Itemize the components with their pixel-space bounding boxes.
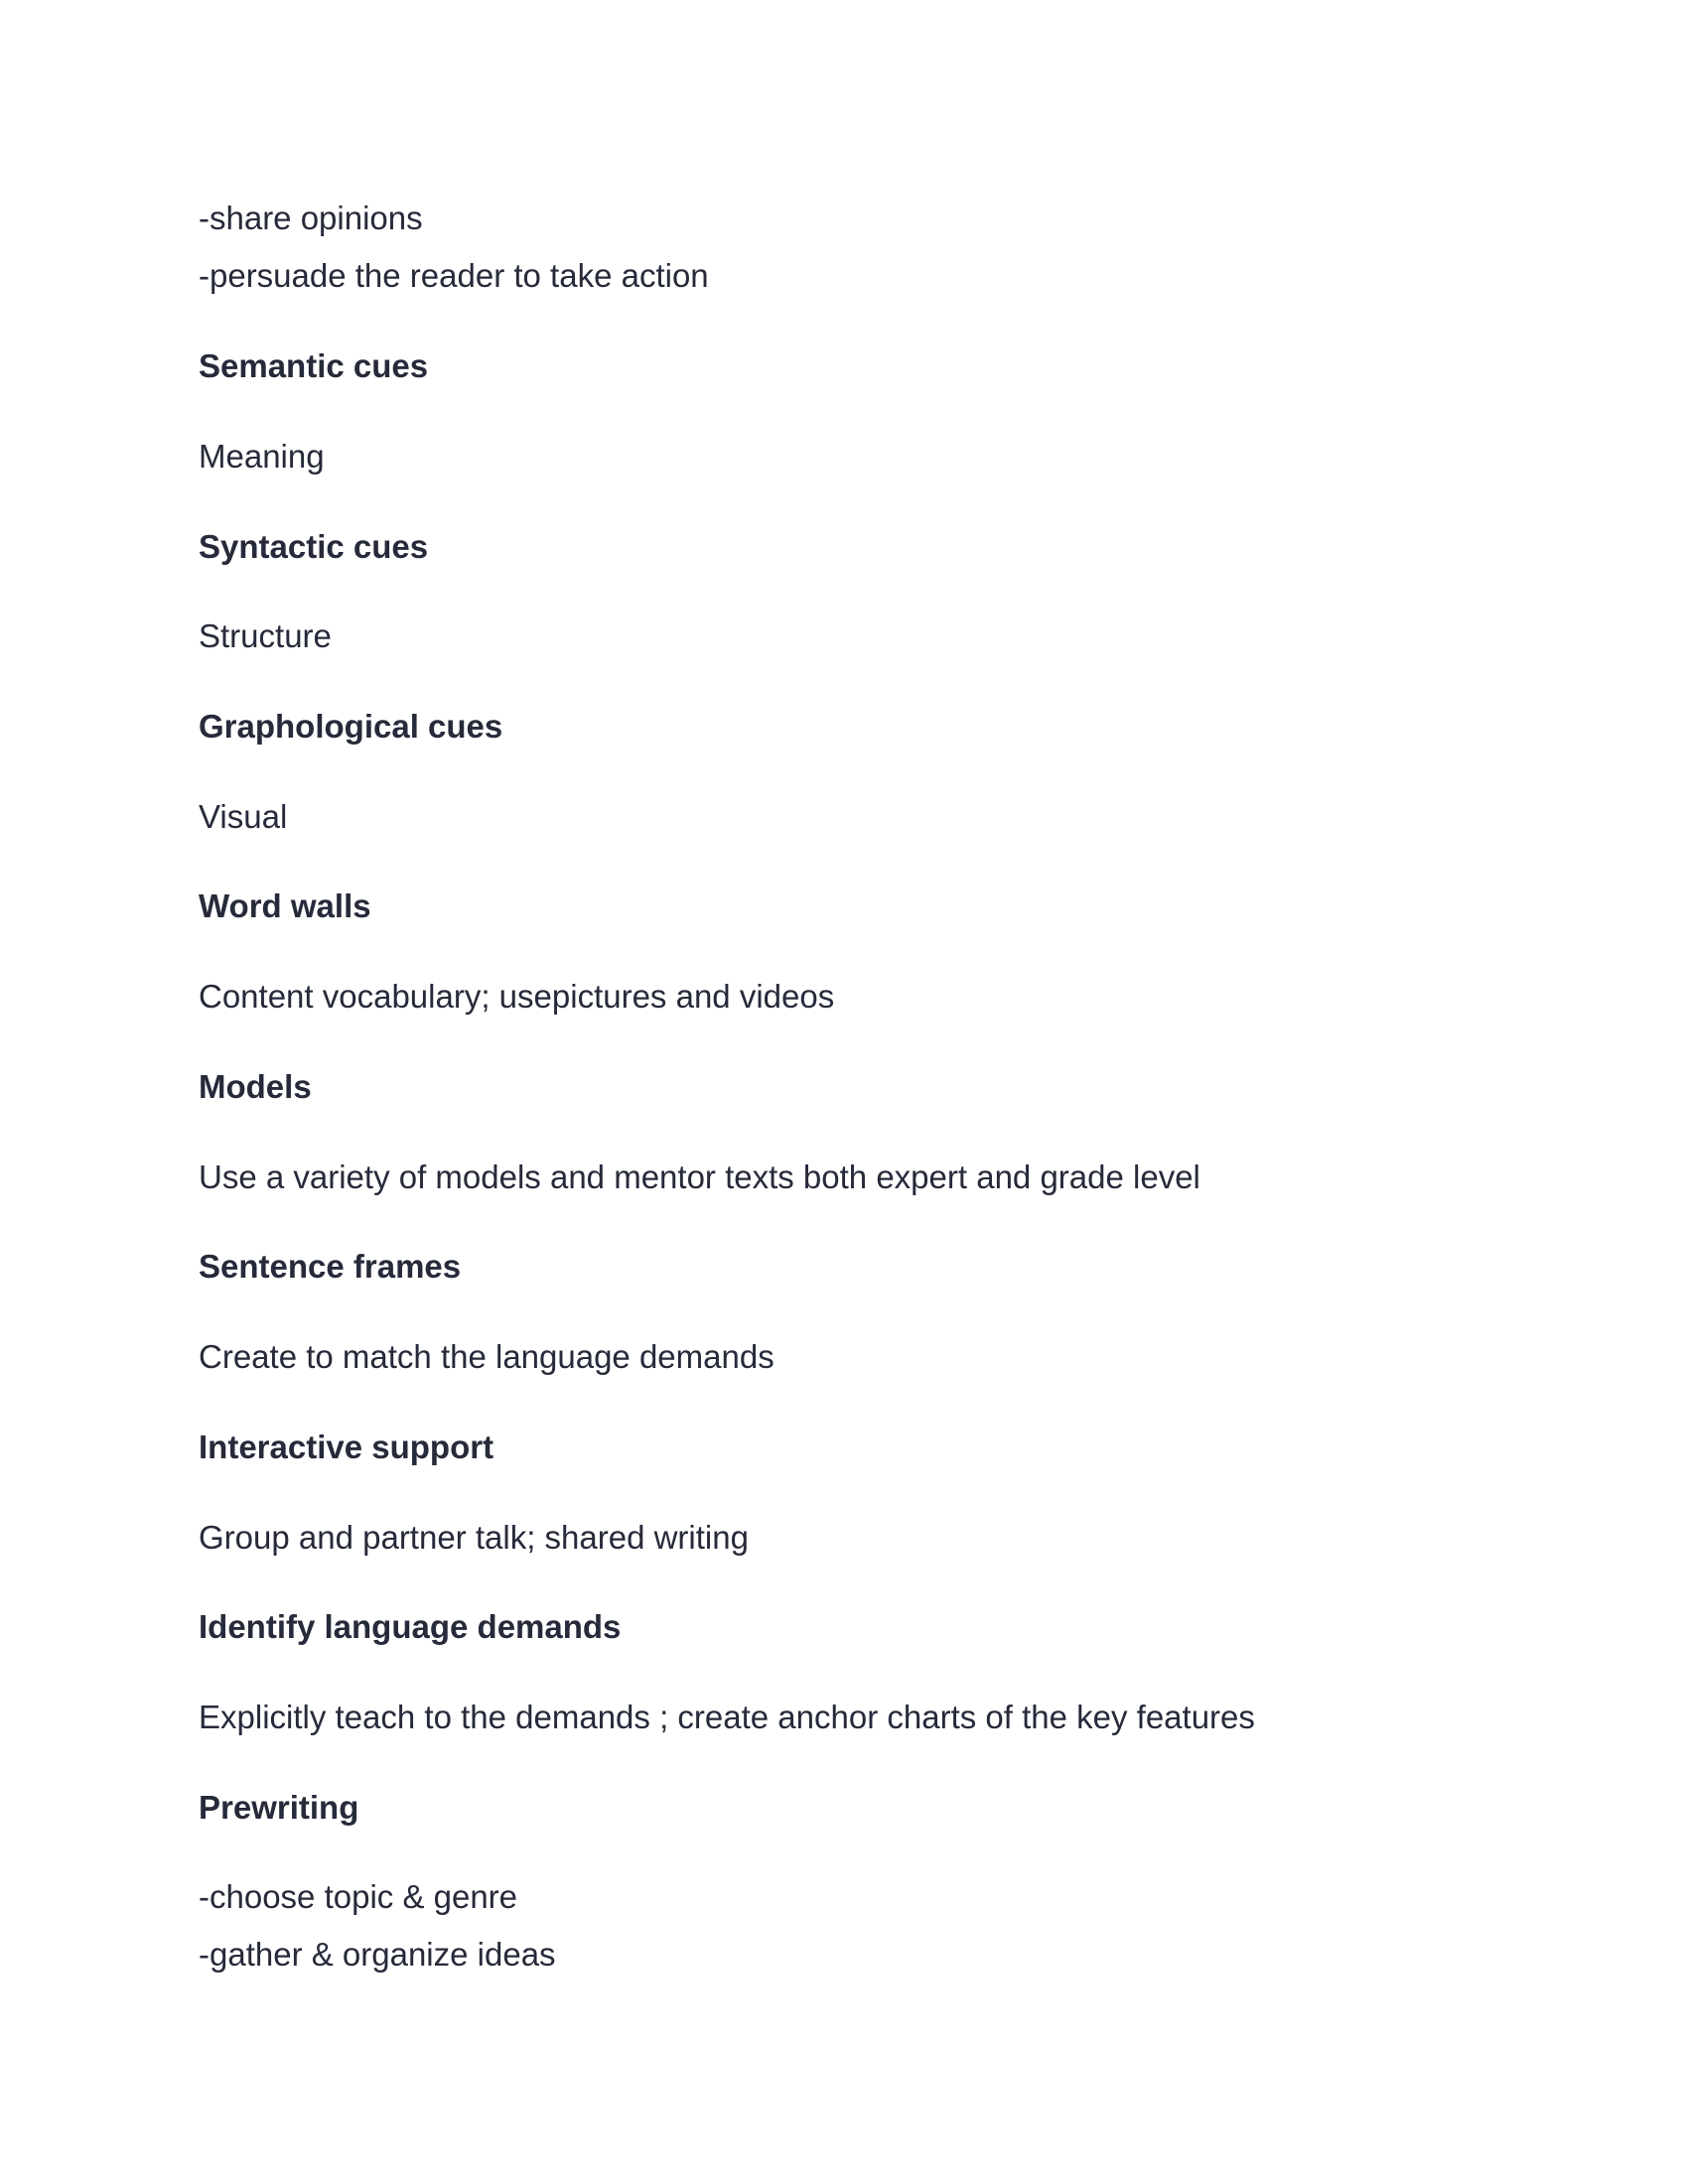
term-graphological-cues: Graphological cues [199,708,503,745]
definition-semantic-cues: Meaning [199,438,325,475]
term-identify-language-demands: Identify language demands [199,1608,622,1645]
definition-syntactic-cues: Structure [199,617,332,654]
prewriting-bullet-2: -gather & organize ideas [199,1936,556,1973]
term-word-walls: Word walls [199,887,371,924]
definition-sentence-frames: Create to match the language demands [199,1338,774,1375]
intro-bullet-1: -share opinions [199,200,423,236]
definition-identify-language-demands: Explicitly teach to the demands ; create anchor charts of the key features [199,1699,1255,1735]
term-prewriting: Prewriting [199,1789,359,1826]
definition-word-walls: Content vocabulary; usepictures and videos [199,978,835,1015]
definition-interactive-support: Group and partner talk; shared writing [199,1519,749,1556]
term-models: Models [199,1068,312,1105]
prewriting-bullet-1: -choose topic & genre [199,1878,518,1915]
term-interactive-support: Interactive support [199,1429,494,1465]
definition-models: Use a variety of models and mentor texts both expert and grade level [199,1159,1200,1195]
definition-graphological-cues: Visual [199,798,288,835]
intro-bullet-2: -persuade the reader to take action [199,257,709,294]
term-sentence-frames: Sentence frames [199,1248,462,1285]
term-syntactic-cues: Syntactic cues [199,528,429,565]
term-semantic-cues: Semantic cues [199,347,429,384]
